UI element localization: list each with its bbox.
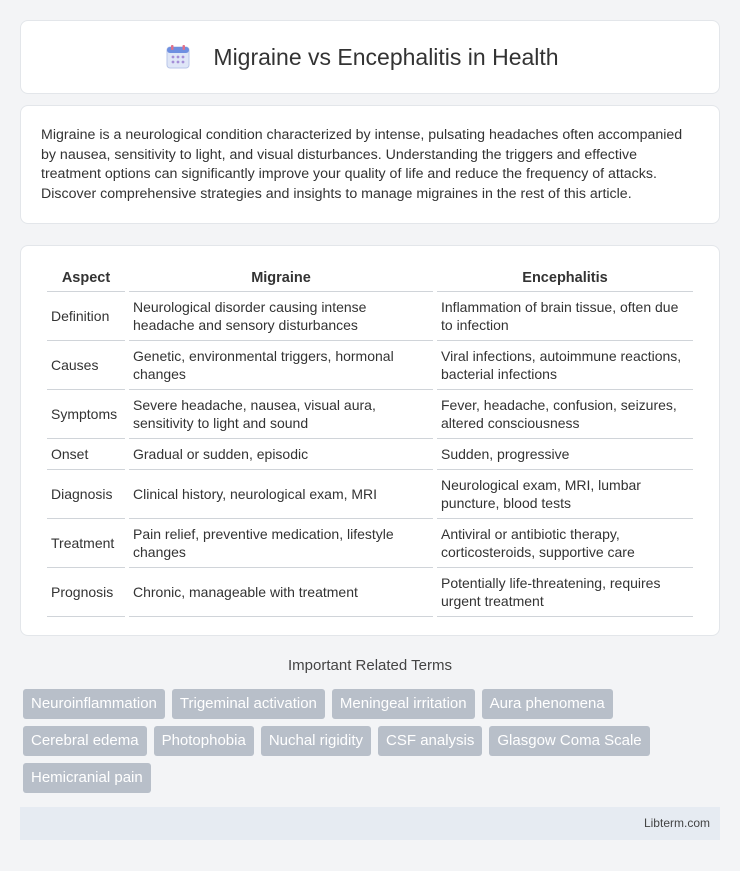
comparison-card bbox=[20, 245, 720, 636]
cell-encephalitis: Inflammation of brain tissue, often due to infection bbox=[437, 292, 693, 341]
header-migraine: Migraine bbox=[129, 264, 433, 292]
cell-aspect: Definition bbox=[47, 292, 125, 341]
tag-glasgow-coma-scale[interactable]: Glasgow Coma Scale bbox=[489, 726, 649, 756]
cell-migraine: Severe headache, nausea, visual aura, sensitivity to light and sound bbox=[129, 390, 433, 439]
table-row bbox=[47, 390, 693, 439]
cell-aspect: Symptoms bbox=[47, 390, 125, 439]
cell-aspect: Causes bbox=[47, 341, 125, 390]
cell-encephalitis: Potentially life-threatening, requires urgent treatment bbox=[437, 568, 693, 617]
header-encephalitis: Encephalitis bbox=[437, 264, 693, 292]
table-header-row bbox=[47, 264, 693, 292]
cell-encephalitis: Neurological exam, MRI, lumbar puncture, blood tests bbox=[437, 470, 693, 519]
table-row bbox=[47, 470, 693, 519]
cell-aspect: Diagnosis bbox=[47, 470, 125, 519]
cell-migraine: Gradual or sudden, episodic bbox=[129, 439, 433, 470]
cell-migraine: Pain relief, preventive medication, lifestyle changes bbox=[129, 519, 433, 568]
footer bbox=[20, 807, 720, 840]
cell-aspect: Prognosis bbox=[47, 568, 125, 617]
cell-encephalitis: Antiviral or antibiotic therapy, corticosteroids, supportive care bbox=[437, 519, 693, 568]
header-card bbox=[20, 20, 720, 94]
table-row bbox=[47, 292, 693, 341]
table-row bbox=[47, 568, 693, 617]
tag-hemicranial-pain[interactable]: Hemicranial pain bbox=[23, 763, 151, 793]
comparison-table bbox=[43, 264, 697, 617]
intro-card bbox=[20, 105, 720, 224]
cell-migraine: Chronic, manageable with treatment bbox=[129, 568, 433, 617]
cell-aspect: Onset bbox=[47, 439, 125, 470]
header-aspect: Aspect bbox=[47, 264, 125, 292]
page-title: Migraine vs Encephalitis in Health bbox=[213, 43, 559, 70]
cell-aspect: Treatment bbox=[47, 519, 125, 568]
footer-link[interactable]: Libterm.com bbox=[643, 816, 710, 830]
tag-aura-phenomena[interactable]: Aura phenomena bbox=[482, 689, 613, 719]
tag-csf-analysis[interactable]: CSF analysis bbox=[378, 726, 482, 756]
table-row bbox=[47, 439, 693, 470]
cell-encephalitis: Fever, headache, confusion, seizures, altered consciousness bbox=[437, 390, 693, 439]
related-terms-list bbox=[23, 689, 723, 793]
tag-nuchal-rigidity[interactable]: Nuchal rigidity bbox=[261, 726, 371, 756]
tag-trigeminal-activation[interactable]: Trigeminal activation bbox=[172, 689, 325, 719]
tag-cerebral-edema[interactable]: Cerebral edema bbox=[23, 726, 147, 756]
tag-meningeal-irritation[interactable]: Meningeal irritation bbox=[332, 689, 475, 719]
cell-migraine: Clinical history, neurological exam, MRI bbox=[129, 470, 433, 519]
cell-encephalitis: Viral infections, autoimmune reactions, bacterial infections bbox=[437, 341, 693, 390]
cell-migraine: Neurological disorder causing intense headache and sensory disturbances bbox=[129, 292, 433, 341]
table-row bbox=[47, 341, 693, 390]
cell-encephalitis: Sudden, progressive bbox=[437, 439, 693, 470]
tag-photophobia[interactable]: Photophobia bbox=[154, 726, 254, 756]
related-terms-title: Important Related Terms bbox=[288, 657, 452, 674]
intro-text: Migraine is a neurological condition characterized by intense, pulsating headaches often accompanied by nausea, sensitivity to light, and visual disturbances. Understanding the triggers and effective treatment options can significantly improve your quality of life and reduce the frequency of attacks. Discover comprehensive strategies and insights to manage migraines in the rest of this article. bbox=[41, 127, 683, 202]
cell-migraine: Genetic, environmental triggers, hormonal changes bbox=[129, 341, 433, 390]
calendar-grid-icon bbox=[165, 44, 191, 70]
tag-neuroinflammation[interactable]: Neuroinflammation bbox=[23, 689, 165, 719]
table-row bbox=[47, 519, 693, 568]
